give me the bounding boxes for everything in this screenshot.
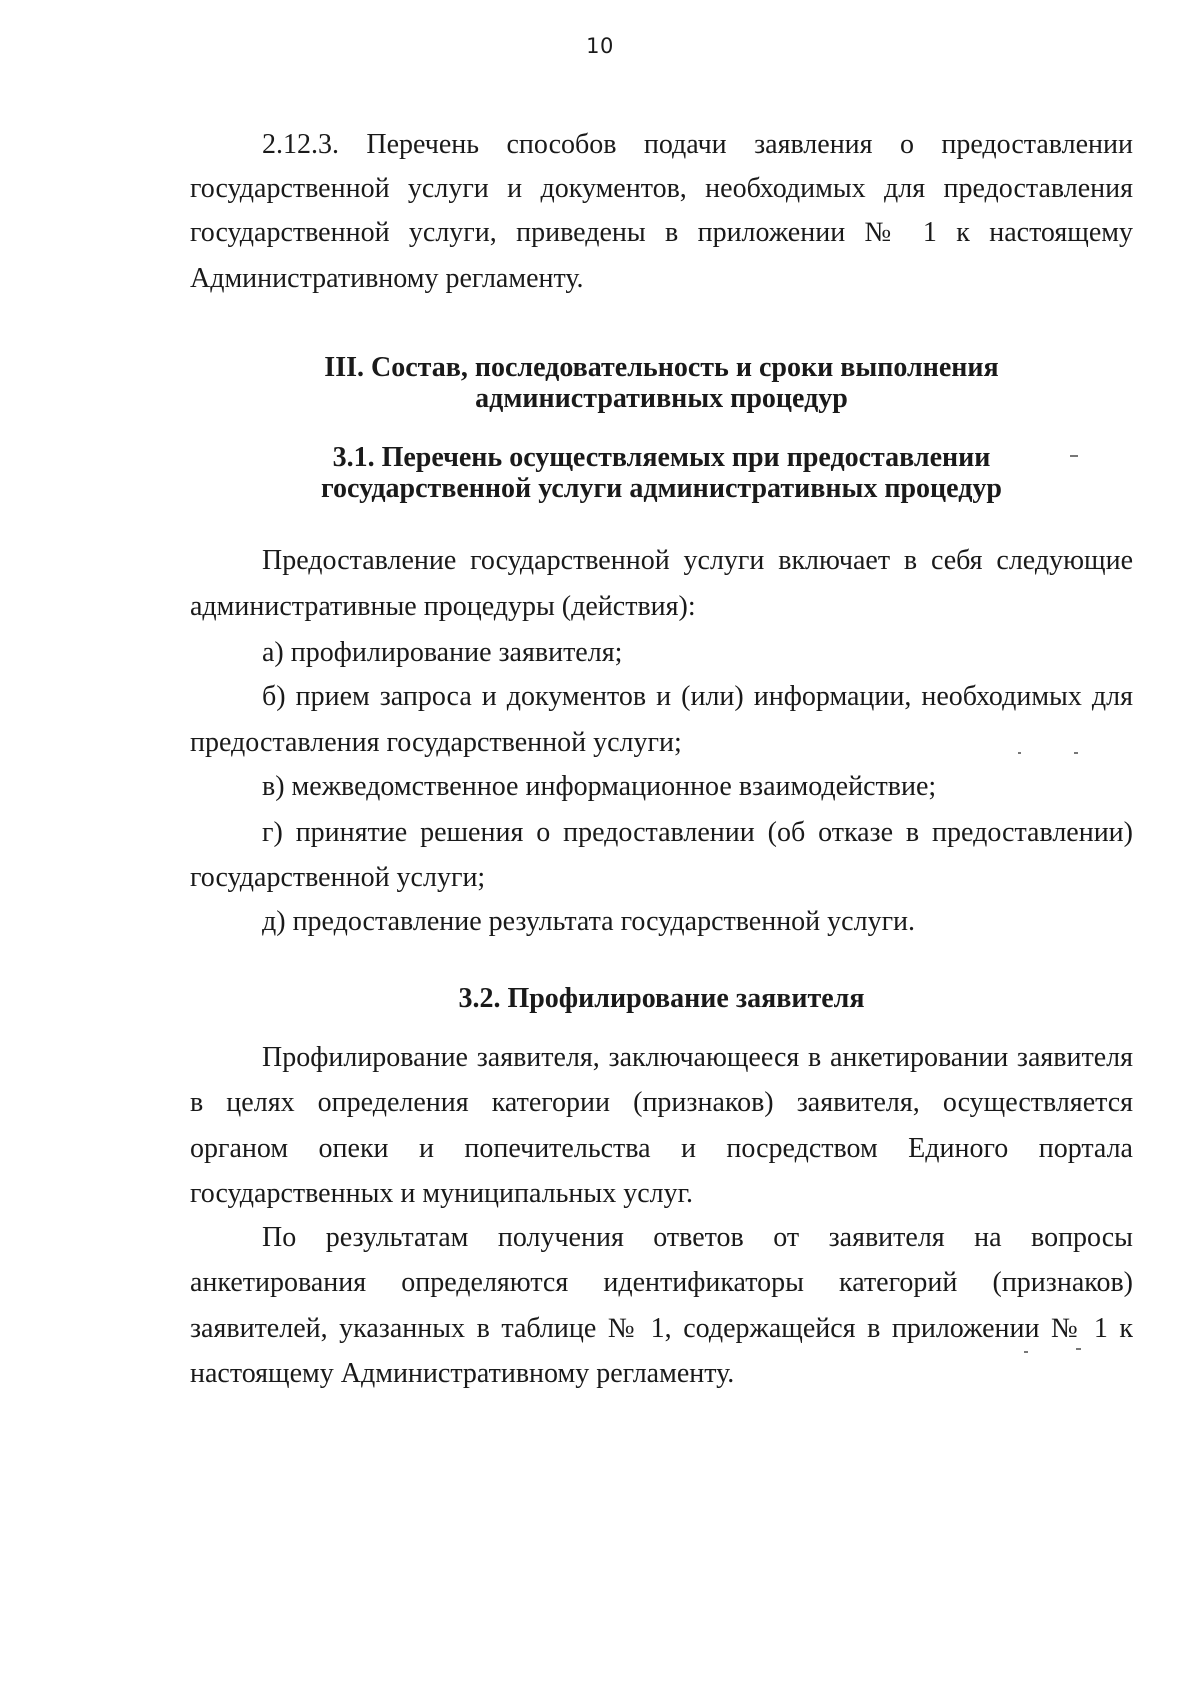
paragraph-line: государственных и муниципальных услуг. xyxy=(190,1178,693,1209)
list-item-a: а) профилирование заявителя; xyxy=(262,637,623,668)
paragraph-line: в целях определения категории (признаков) заявителя, осуществляется xyxy=(190,1087,1133,1118)
list-item-g: г) принятие решения о предоставлении (об отказе в предоставлении) xyxy=(262,817,1133,848)
paragraph-line: Предоставление государственной услуги включает в себя следующие xyxy=(262,545,1133,576)
paragraph-line: По результатам получения ответов от заявителя на вопросы xyxy=(262,1222,1133,1253)
paragraph-line: заявителей, указанных в таблице № 1, содержащейся в приложении № 1 к xyxy=(190,1313,1133,1344)
paragraph-line: 2.12.3. Перечень способов подачи заявления о предоставлении xyxy=(262,129,1133,160)
list-item-b-continuation: предоставления государственной услуги; xyxy=(190,727,682,758)
paragraph-line: анкетирования определяются идентификаторы категорий (признаков) xyxy=(190,1267,1133,1298)
paragraph-line: административные процедуры (действия): xyxy=(190,591,696,622)
paragraph-line: государственной услуги и документов, необходимых для предоставления xyxy=(190,173,1133,204)
scan-speck xyxy=(1024,1351,1028,1353)
heading-line: государственной услуги административных процедур xyxy=(321,473,1002,504)
list-item-b: б) прием запроса и документов и (или) информации, необходимых для xyxy=(262,681,1133,712)
list-item-v: в) межведомственное информационное взаимодействие; xyxy=(262,771,937,802)
paragraph-line: государственной услуги, приведены в приложении № 1 к настоящему xyxy=(190,217,1133,248)
paragraph-line: органом опеки и попечительства и посредством Единого портала xyxy=(190,1133,1133,1164)
heading-line: 3.1. Перечень осуществляемых при предоставлении xyxy=(332,442,991,473)
scan-speck xyxy=(1074,752,1078,754)
scan-speck xyxy=(1070,455,1078,457)
section-3-2-heading: 3.2. Профилирование заявителя xyxy=(458,983,865,1014)
paragraph-line: Профилирование заявителя, заключающееся в анкетировании заявителя xyxy=(262,1042,1133,1073)
list-item-g-continuation: государственной услуги; xyxy=(190,862,486,893)
heading-line: административных процедур xyxy=(475,383,848,414)
scan-speck xyxy=(1076,1348,1081,1350)
heading-line: III. Состав, последовательность и сроки выполнения xyxy=(324,352,999,383)
page-number: 10 xyxy=(586,34,614,58)
list-item-d: д) предоставление результата государственной услуги. xyxy=(262,906,916,937)
scan-speck xyxy=(1018,752,1021,754)
paragraph-line: настоящему Административному регламенту. xyxy=(190,1358,735,1389)
paragraph-line: Административному регламенту. xyxy=(190,263,584,294)
